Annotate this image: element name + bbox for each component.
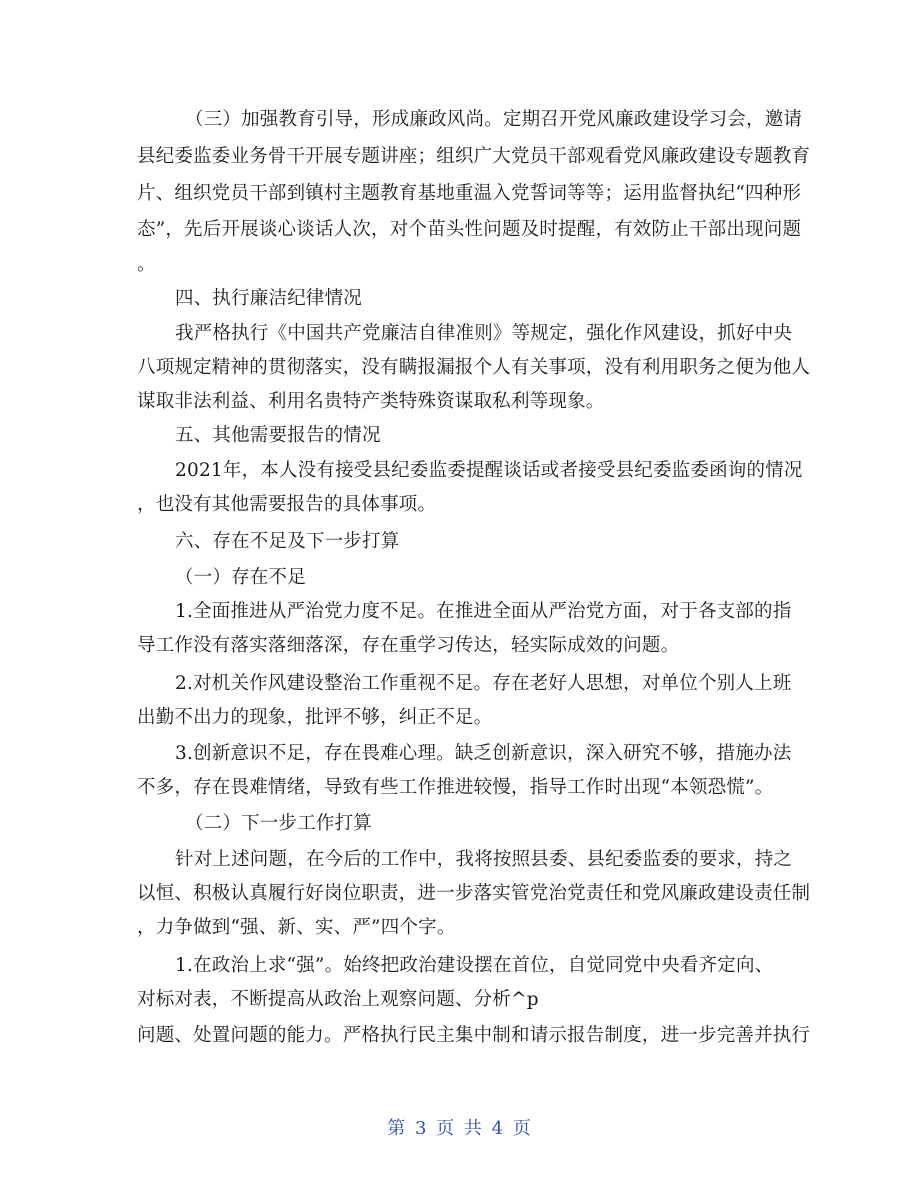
subsection-heading: （一）存在不足 bbox=[175, 567, 306, 588]
paragraph-line: 导工作没有落实落细落深，存在重学习传达，轻实际成效的问题。 bbox=[137, 635, 680, 656]
paragraph-line: 3.创新意识不足，存在畏难心理。缺乏创新意识，深入研究不够，措施办法 bbox=[175, 743, 792, 764]
paragraph-line: 不多，存在畏难情绪，导致有些工作推进较慢，指导工作时出现“本领恐慌”。 bbox=[137, 777, 774, 798]
paragraph-line: ，也没有其他需要报告的具体事项。 bbox=[137, 494, 437, 515]
paragraph-line: 1.在政治上求“强”。始终把政治建设摆在首位，自觉同党中央看齐定向、 bbox=[175, 955, 774, 976]
paragraph-line: 对标对表，不断提高从政治上观察问题、分析^p bbox=[137, 989, 539, 1010]
paragraph-line: 谋取非法利益、利用名贵特产类特殊资谋取私利等现象。 bbox=[137, 391, 605, 412]
paragraph-line: 出勤不出力的现象，批评不够，纠正不足。 bbox=[137, 707, 493, 728]
paragraph-line: 八项规定精神的贯彻落实，没有瞒报漏报个人有关事项，没有利用职务之便为他人 bbox=[137, 357, 811, 378]
paragraph-line: 片、组织党员干部到镇村主题教育基地重温入党誓词等等；运用监督执纪“四种形 bbox=[137, 183, 802, 204]
paragraph-line: 2.对机关作风建设整治工作重视不足。存在老好人思想，对单位个别人上班 bbox=[175, 673, 792, 694]
subsection-heading: （二）下一步工作打算 bbox=[185, 813, 373, 834]
paragraph-line: 问题、处置问题的能力。严格执行民主集中制和请示报告制度，进一步完善并执行 bbox=[137, 1025, 811, 1046]
page-number: 第 3 页 共 4 页 bbox=[387, 1118, 533, 1139]
paragraph-line: （三）加强教育引导，形成廉政风尚。定期召开党风廉政建设学习会，邀请 bbox=[185, 109, 803, 130]
paragraph-line: 以恒、积极认真履行好岗位职责，进一步落实管党治党责任和党风廉政建设责任制 bbox=[137, 883, 811, 904]
section-heading: 四、执行廉洁纪律情况 bbox=[175, 288, 363, 309]
section-heading: 六、存在不足及下一步打算 bbox=[175, 531, 400, 552]
paragraph-line: 态”，先后开展谈心谈话人次，对个苗头性问题及时提醒，有效防止干部出现问题 bbox=[137, 219, 802, 240]
paragraph-line: 2021年，本人没有接受县纪委监委提醒谈话或者接受县纪委监委函询的情况 bbox=[175, 460, 803, 481]
paragraph-line: 1.全面推进从严治党力度不足。在推进全面从严治党方面，对于各支部的指 bbox=[175, 601, 792, 622]
paragraph-line: 县纪委监委业务骨干开展专题讲座；组织广大党员干部观看党风廉政建设专题教育 bbox=[137, 146, 811, 167]
section-heading: 五、其他需要报告的情况 bbox=[175, 425, 381, 446]
paragraph-line: 。 bbox=[137, 254, 156, 275]
paragraph-line: 针对上述问题，在今后的工作中，我将按照县委、县纪委监委的要求，持之 bbox=[175, 849, 793, 870]
paragraph-line: ，力争做到“强、新、实、严”四个字。 bbox=[137, 917, 456, 938]
paragraph-line: 我严格执行《中国共产党廉洁自律准则》等规定，强化作风建设，抓好中央 bbox=[175, 323, 793, 344]
